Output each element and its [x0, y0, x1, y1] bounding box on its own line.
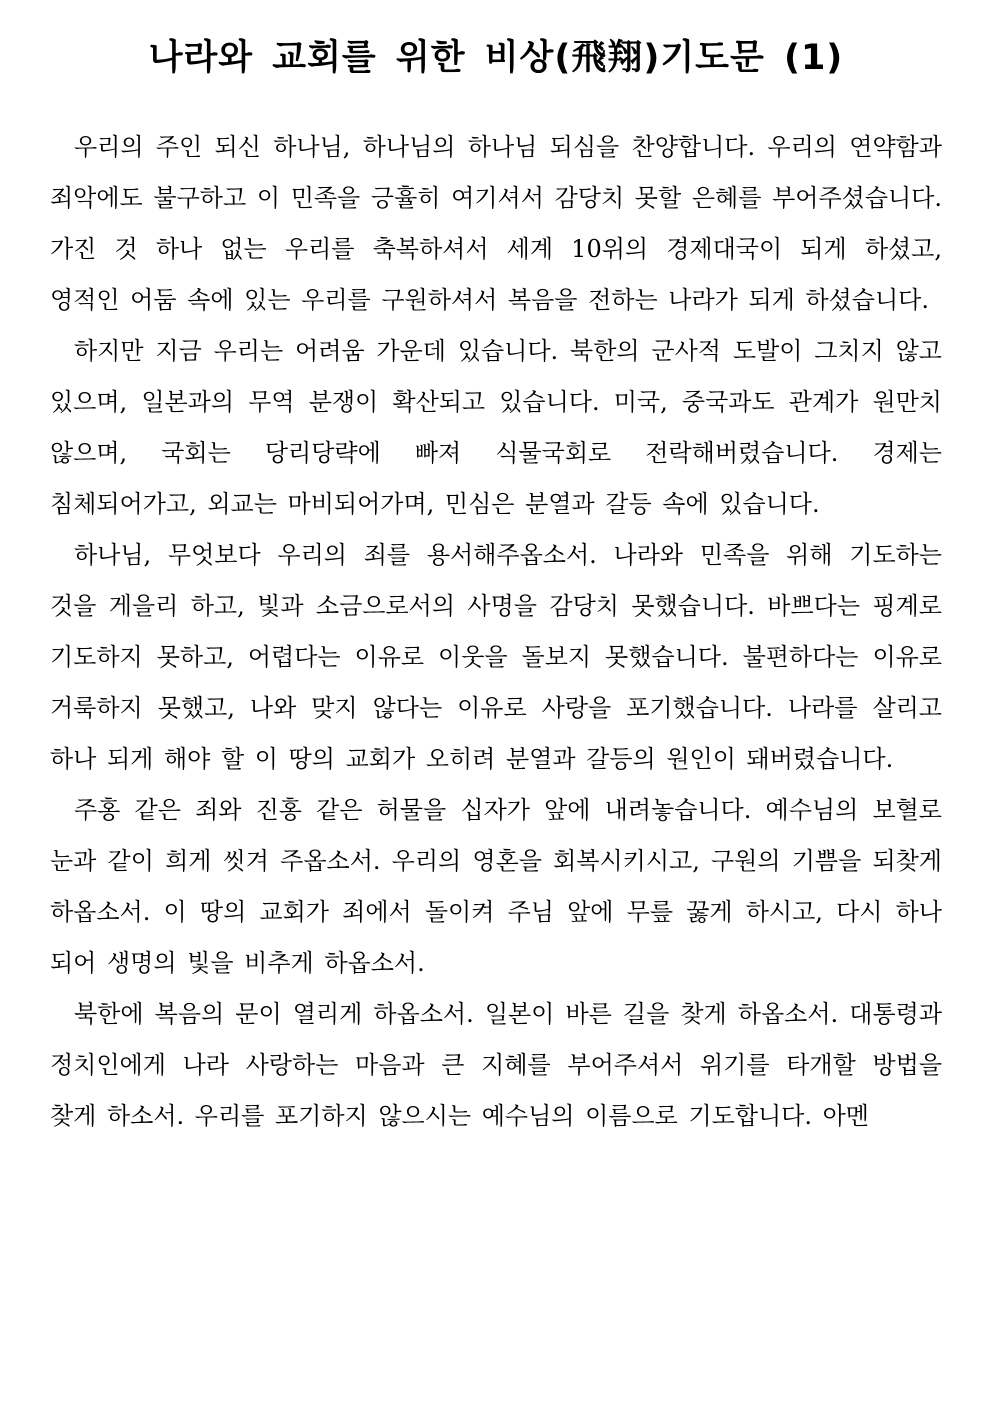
paragraph-5: 북한에 복음의 문이 열리게 하옵소서. 일본이 바른 길을 찾게 하옵소서. 대통령과 정치인에게 나라 사랑하는 마음과 큰 지혜를 부어주셔서 위기를 타개할 방법을 찾게 하소서. 우리를 포기하지 않으시는 예수님의 이름으로 기도합니다. 아멘: [50, 1000, 942, 1130]
document-title: 나라와 교회를 위한 비상(飛翔)기도문 (1): [148, 38, 844, 78]
paragraph-1: 우리의 주인 되신 하나님, 하나님의 하나님 되심을 찬양합니다. 우리의 연약함과 죄악에도 불구하고 이 민족을 긍휼히 여기셔서 감당치 못할 은혜를 부어주셨습니다. 가진 것 하나 없는 우리를 축복하셔서 세계 10위의 경제대국이 되게 하셨고, 영적인 어둠 속에 있는 우리를 구원하셔서 복음을 전하는 나라가 되게 하셨습니다.: [50, 133, 942, 314]
document-body: [50, 122, 942, 1142]
paragraph-3: 하나님, 무엇보다 우리의 죄를 용서해주옵소서. 나라와 민족을 위해 기도하는 것을 게을리 하고, 빛과 소금으로서의 사명을 감당치 못했습니다. 바쁘다는 핑계로 기도하지 못하고, 어렵다는 이유로 이웃을 돌보지 못했습니다. 불편하다는 이유로 거룩하지 못했고, 나와 맞지 않다는 이유로 사랑을 포기했습니다. 나라를 살리고 하나 되게 해야 할 이 땅의 교회가 오히려 분열과 갈등의 원인이 돼버렸습니다.: [50, 541, 942, 773]
paragraph-4: 주홍 같은 죄와 진홍 같은 허물을 십자가 앞에 내려놓습니다. 예수님의 보혈로 눈과 같이 희게 씻겨 주옵소서. 우리의 영혼을 회복시키시고, 구원의 기쁨을 되찾게 하옵소서. 이 땅의 교회가 죄에서 돌이켜 주님 앞에 무릎 꿇게 하시고, 다시 하나 되어 생명의 빛을 비추게 하옵소서.: [50, 796, 942, 977]
paragraph-2: 하지만 지금 우리는 어려움 가운데 있습니다. 북한의 군사적 도발이 그치지 않고 있으며, 일본과의 무역 분쟁이 확산되고 있습니다. 미국, 중국과도 관계가 원만치 않으며, 국회는 당리당략에 빠져 식물국회로 전락해버렸습니다. 경제는 침체되어가고, 외교는 마비되어가며, 민심은 분열과 갈등 속에 있습니다.: [50, 337, 942, 518]
